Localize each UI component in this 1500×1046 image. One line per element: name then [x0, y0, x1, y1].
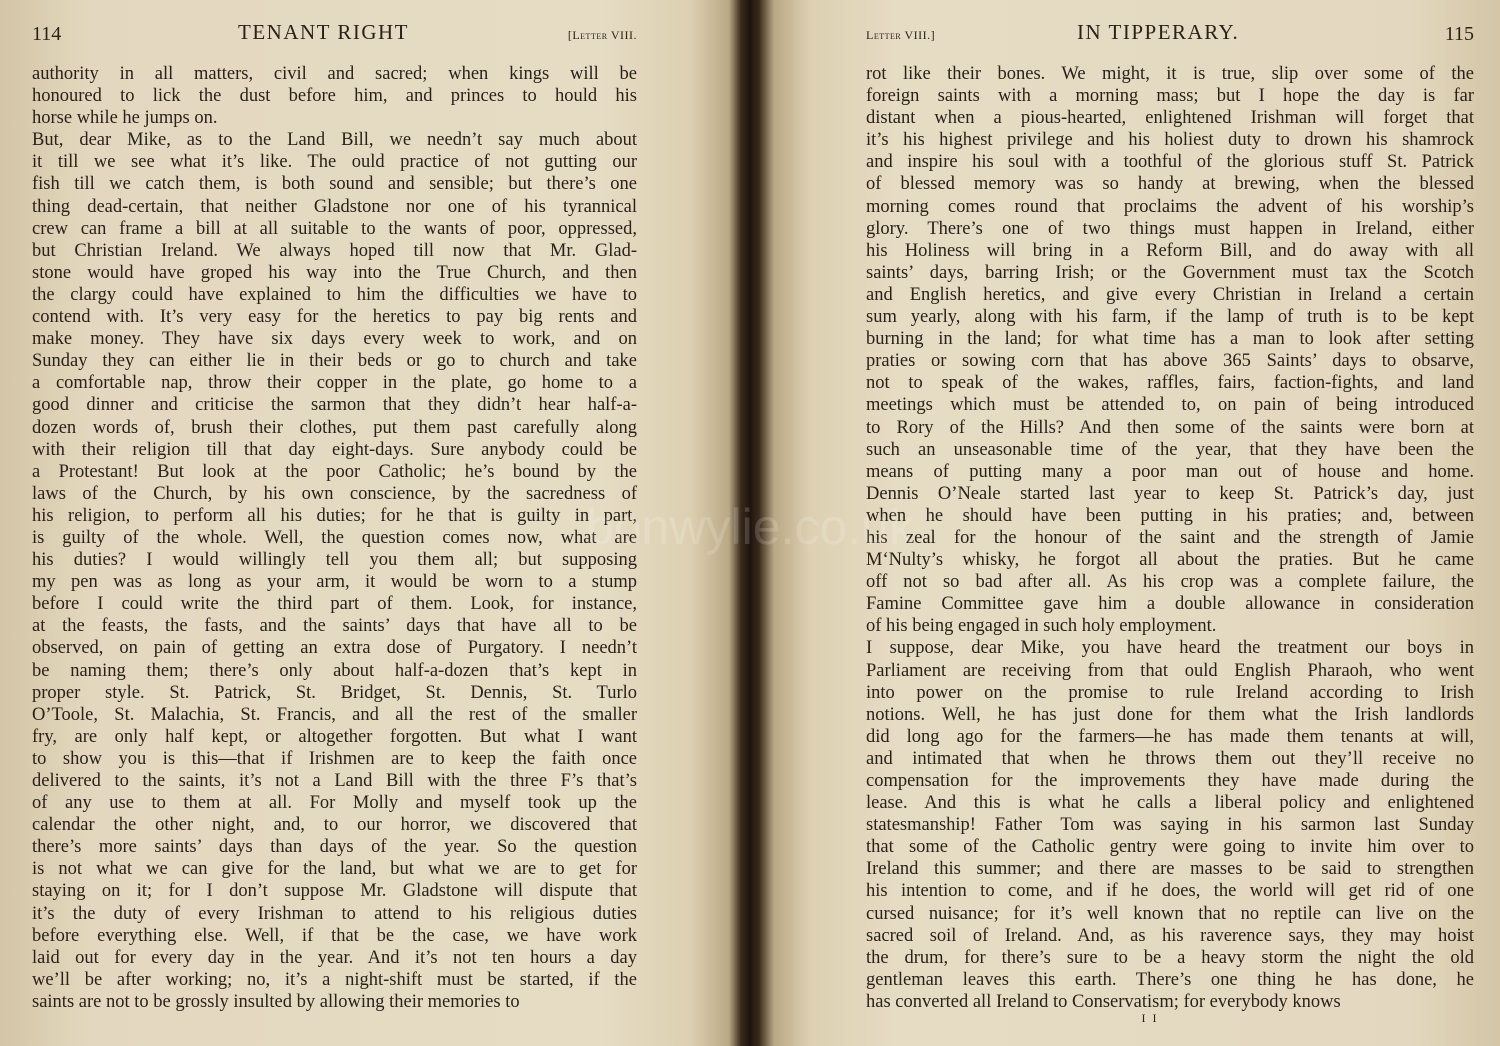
text-line: distant when a pious-hearted, enlightened Irishman will forget that — [866, 108, 1474, 129]
text-line: glory. There’s one of two things must happen in Ireland, either — [866, 218, 1474, 239]
text-line: laws of the Church, by his own conscience, by the sacredness of — [32, 483, 637, 504]
text-line: But, dear Mike, as to the Land Bill, we needn’t say much about — [32, 130, 637, 151]
text-line: Famine Committee gave him a double allowance in consideration — [866, 594, 1474, 615]
text-line: it’s the duty of every Irishman to attend to his religious duties — [32, 903, 637, 924]
text-line: I suppose, dear Mike, you have heard the treatment our boys in — [866, 638, 1474, 659]
text-line: did long ago for the farmers—he has made them tenants at will, — [866, 726, 1474, 747]
text-line: notions. Well, he has just done for them what the Irish landlords — [866, 704, 1474, 725]
text-line: calendar the other night, and, to our horror, we discovered that — [32, 815, 637, 836]
text-line: off not so bad after all. As his crop was a complete failure, the — [866, 572, 1474, 593]
right-page-number: 115 — [1444, 23, 1474, 45]
text-line: be naming them; there’s only about half-a-dozen that’s kept in — [32, 660, 637, 681]
text-line: we’ll be after working; no, it’s a night-shift must be started, if the — [32, 969, 637, 990]
text-line: lease. And this is what he calls a liberal policy and enlightened — [866, 793, 1474, 814]
text-line: his zeal for the honour of the saint and the strength of Jamie — [866, 527, 1474, 548]
text-line: his duties? I would willingly tell you them all; but supposing — [32, 550, 637, 571]
text-line: into power on the promise to rule Ireland according to Irish — [866, 682, 1474, 703]
text-line: before I could write the third part of them. Look, for instance, — [32, 594, 637, 615]
text-line: gentleman leaves this earth. There’s one thing he has done, he — [866, 969, 1474, 990]
text-line: Parliament are receiving from that ould English Pharaoh, who went — [866, 660, 1474, 681]
watermark: bonwylie.co.uk — [586, 499, 914, 555]
text-line: of blessed memory was so handy at brewing, when the blessed — [866, 174, 1474, 195]
text-line: his Holiness will bring in a Reform Bill, and do away with all — [866, 240, 1474, 261]
text-line: it till we see what it’s like. The ould practice of not gutting our — [32, 152, 637, 173]
text-line: stone would have groped his way into the True Church, and then — [32, 262, 637, 283]
text-line: at the feasts, the fasts, and the saints’ days that have all to be — [32, 616, 637, 637]
text-line: of any use to them at all. For Molly and myself took up the — [32, 793, 637, 814]
text-line: meetings which must be attended to, on pain of being introduced — [866, 395, 1474, 416]
text-line: it’s his highest privilege and his holiest duty to drown his shamrock — [866, 130, 1474, 151]
text-line: horse while he jumps on. — [32, 108, 218, 129]
text-line: that some of the Catholic gentry were going to invite him over to — [866, 837, 1474, 858]
text-line: authority in all matters, civil and sacred; when kings will be — [32, 64, 637, 84]
text-line: morning comes round that proclaims the advent of his worship’s — [866, 196, 1474, 217]
left-running-title: TENANT RIGHT — [238, 20, 410, 44]
text-line: when he should have been putting in his praties; and, between — [866, 505, 1474, 526]
text-line: Dennis O’Neale started last year to keep St. Patrick’s day, just — [866, 483, 1474, 504]
text-line: with their religion till that day eight-days. Sure anybody could be — [32, 439, 637, 460]
left-page-number: 114 — [32, 23, 62, 45]
text-line: not to speak of the wakes, raffles, fairs, faction-fights, and land — [866, 373, 1474, 394]
text-line: is guilty of the whole. Well, the question comes now, what are — [32, 527, 637, 548]
text-line: M‘Nulty’s whisky, he forgot all about the praties. But he came — [866, 550, 1474, 571]
text-line: and inspire his soul with a toothful of the glorious stuff St. Patrick — [866, 152, 1474, 173]
text-line: observed, on pain of getting an extra dose of Purgatory. I needn’t — [32, 638, 637, 659]
text-line: sacred soil of Ireland. And, as his raverence says, they may hoist — [866, 925, 1474, 946]
text-line: cursed nuisance; for it’s well known that no reptile can live on the — [866, 903, 1474, 924]
text-line: foreign saints with a morning mass; but I hope the day is far — [866, 86, 1474, 107]
right-running-head — [866, 20, 1474, 50]
text-line: before everything else. Well, if that be the case, we have work — [32, 925, 637, 946]
text-line: laid out for every day in the year. And it’s not ten hours a day — [32, 947, 637, 968]
signature-mark: I I — [1141, 1011, 1159, 1025]
text-line: fish till we catch them, is both sound and sensible; but there’s one — [32, 174, 637, 195]
text-line: the drum, for there’s sure to be a heavy storm the night the old — [866, 947, 1474, 968]
text-line: there’s more saints’ days than days of the year. So the question — [32, 837, 637, 858]
text-line: rot like their bones. We might, it is true, slip over some of the — [866, 64, 1474, 84]
text-line: the clargy could have explained to him the difficulties we have to — [32, 284, 637, 305]
text-line: my pen was as long as your arm, it would be worn to a stump — [32, 572, 637, 593]
text-line: has converted all Ireland to Conservatism; for everybody knows — [866, 991, 1341, 1012]
text-line: to Rory of the Hills? And then some of the saints were born at — [866, 417, 1474, 438]
text-line: Sunday they can either lie in their beds or go to church and take — [32, 351, 637, 372]
text-line: his religion, to perform all his duties; for he that is guilty in part, — [32, 505, 637, 526]
text-line: contend with. It’s very easy for the heretics to pay big rents and — [32, 307, 637, 328]
text-line: of his being engaged in such holy employment. — [866, 616, 1217, 637]
text-line: but Christian Ireland. We always hoped till now that Mr. Glad- — [32, 240, 637, 261]
right-running-title: IN TIPPERARY. — [1077, 20, 1240, 44]
right-letter-label: Letter VIII.] — [866, 28, 936, 42]
text-line: compensation for the improvements they have made during the — [866, 771, 1474, 791]
text-line: such an unseasonable time of the year, that they have been the — [866, 439, 1474, 460]
text-line: to show you is this—that if Irishmen are to keep the faith once — [32, 748, 637, 769]
text-line: Ireland this summer; and there are masses to be said to strengthen — [866, 859, 1474, 880]
left-letter-label: [Letter VIII. — [567, 28, 637, 42]
text-line: crew can frame a bill at all suitable to the wants of poor, oppressed, — [32, 218, 637, 239]
text-line: and English heretics, and give every Christian in Ireland a certain — [866, 284, 1474, 305]
text-line: praties or sowing corn that has above 365 Saints’ days to obsarve, — [866, 351, 1474, 372]
text-line: and intimated that when he throws them out they’ll receive no — [866, 748, 1474, 769]
text-line: good dinner and criticise the sarmon that they didn’t hear half-a- — [32, 395, 637, 416]
text-line: saints are not to be grossly insulted by allowing their memories to — [32, 991, 520, 1012]
text-line: saints’ days, barring Irish; or the Government must tax the Scotch — [866, 262, 1474, 283]
text-line: thing dead-certain, that neither Gladstone nor one of his tyrannical — [32, 196, 637, 217]
text-line: a comfortable nap, throw their copper in the plate, go home to a — [32, 373, 637, 394]
text-line: means of putting many a poor man out of house and home. — [866, 461, 1474, 482]
text-line: dozen words of, brush their clothes, put them past carefully along — [32, 417, 637, 438]
text-line: make money. They have six days every week to work, and on — [32, 329, 637, 350]
text-line: his intention to come, and if he does, the world will get rid of one — [866, 881, 1474, 902]
text-line: delivered to the saints, it’s not a Land Bill with the three F’s that’s — [32, 771, 637, 791]
text-line: is not what we can give for the land, but what we are to get for — [32, 859, 637, 880]
text-line: statesmanship! Father Tom was saying in his sarmon last Sunday — [866, 815, 1474, 836]
text-line: proper style. St. Patrick, St. Bridget, St. Dennis, St. Turlo — [32, 682, 637, 703]
text-line: O’Toole, St. Malachia, St. Francis, and all the rest of the smaller — [32, 704, 637, 725]
text-line: a Protestant! But look at the poor Catholic; he’s bound by the — [32, 461, 637, 482]
text-line: fry, are only half kept, or altogether forgotten. But what I want — [32, 726, 637, 747]
text-line: staying on it; for I don’t suppose Mr. Gladstone will dispute that — [32, 881, 637, 902]
text-line: honoured to lick the dust before him, and princes to hould his — [32, 86, 637, 107]
text-line: burning in the land; for what time has a man to look after setting — [866, 329, 1474, 350]
left-running-head — [32, 20, 637, 50]
text-line: sum yearly, along with his farm, if the lamp of truth is to be kept — [866, 307, 1474, 328]
